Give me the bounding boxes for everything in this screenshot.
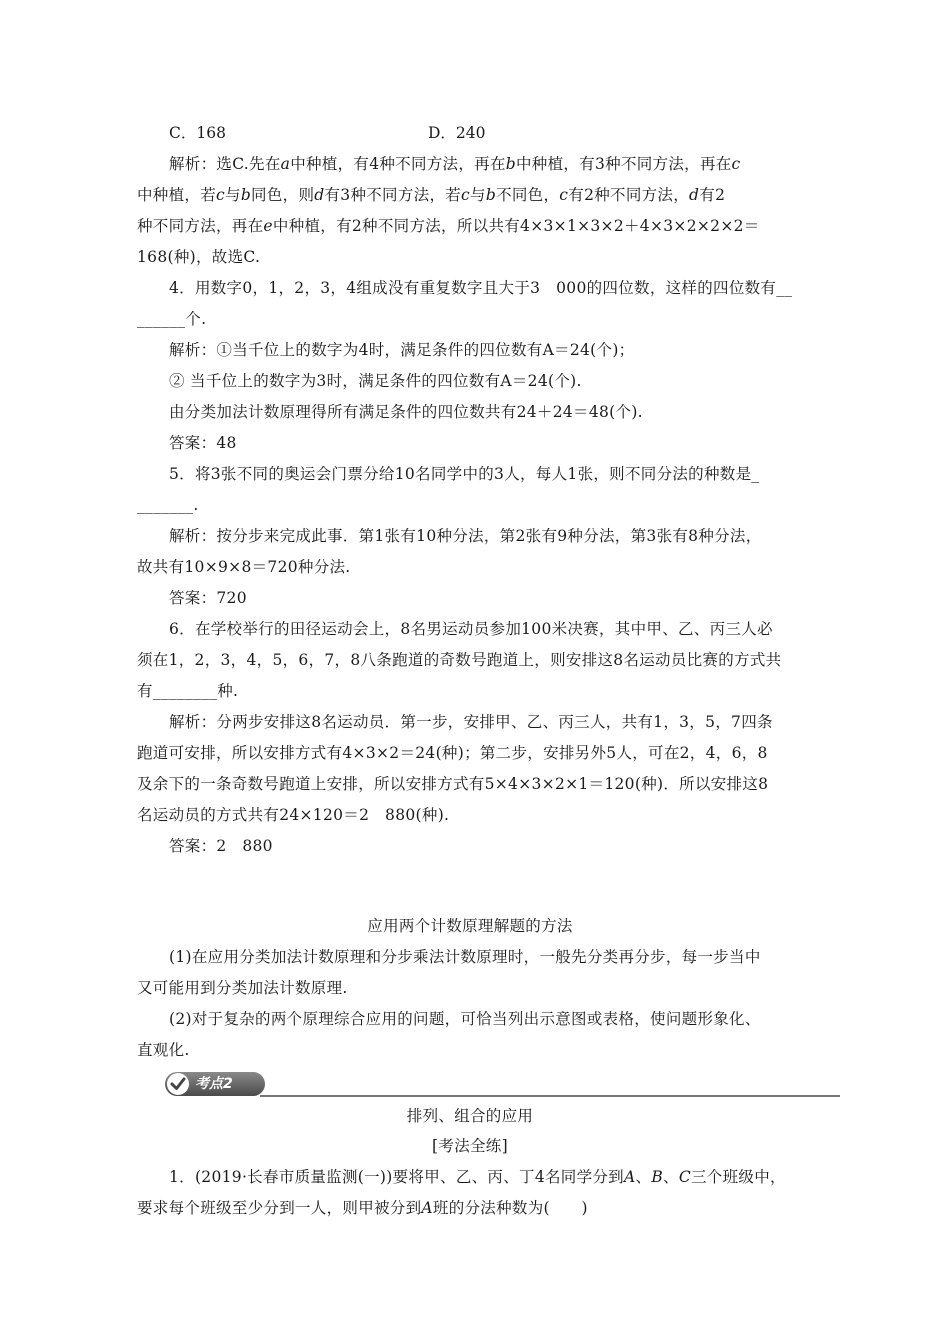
- option-c: C．168: [169, 124, 226, 142]
- q3-solution-line4: 168(种)，故选C.: [137, 248, 261, 266]
- option-d: D．240: [428, 124, 486, 142]
- method-point2-line1: (2)对于复杂的两个原理综合应用的问题，可恰当列出示意图或表格，使问题形象化、: [169, 1010, 761, 1028]
- q6-solution-line4: 名运动员的方式共有24×120＝2 880(种).: [137, 806, 450, 824]
- q4-answer: 答案：48: [169, 434, 237, 452]
- q3-solution-line3: 种不同方法，再在e中种植，有2种不同方法，所以共有4×3×1×3×2＋4×3×2×2×2＝: [137, 217, 760, 235]
- checkmark-icon: [167, 1073, 189, 1095]
- q6-question-line3: 有________种.: [137, 682, 239, 700]
- method-point2-line2: 直观化.: [137, 1041, 190, 1059]
- section-header: [165, 1072, 840, 1098]
- q3-solution-line2: 中种植，若c与b同色，则d有3种不同方法，若c与b不同色，c有2种不同方法，d有2: [137, 186, 726, 204]
- q6-answer: 答案：2 880: [169, 837, 273, 855]
- section-divider: [260, 1095, 840, 1097]
- method-point1-line2: 又可能用到分类加法计数原理.: [137, 979, 348, 997]
- q6-question-line2: 须在1，2，3，4，5，6，7，8八条跑道的奇数号跑道上，则安排这8名运动员比赛的方式共: [137, 651, 782, 669]
- method-point1-line1: (1)在应用分类加法计数原理和分步乘法计数原理时，一般先分类再分步，每一步当中: [169, 948, 761, 966]
- section-badge-label: 考点2: [195, 1076, 233, 1092]
- q4-solution-line3: 由分类加法计数原理得所有满足条件的四位数共有24＋24＝48(个).: [169, 403, 643, 421]
- q5-solution-line2: 故共有10×9×8＝720种分法.: [137, 558, 351, 576]
- q4-solution-line2: ② 当千位上的数字为3时，满足条件的四位数有A＝24(个).: [169, 372, 582, 390]
- q5-question-line2: _______.: [137, 496, 199, 514]
- section-subtitle: [考法全练]: [432, 1137, 508, 1155]
- q4-question-line2: ______个.: [137, 310, 207, 328]
- q6-solution-line3: 及余下的一条奇数号跑道上安排，所以安排方式有5×4×3×2×1＝120(种)．所以安排这8: [137, 775, 769, 793]
- next-question-line2: 要求每个班级至少分到一人，则甲被分到A班的分法种数为( ): [137, 1199, 588, 1217]
- q6-solution-line2: 跑道可安排，所以安排方式有4×3×2＝24(种)；第二步，安排另外5人，可在2，4，6，8: [137, 744, 768, 762]
- q6-solution-line1: 解析：分两步安排这8名运动员．第一步，安排甲、乙、丙三人，共有1，3，5，7四条: [169, 713, 773, 731]
- method-title: 应用两个计数原理解题的方法: [367, 917, 573, 935]
- q4-question-line1: 4．用数字0，1，2，3，4组成没有重复数字且大于3 000的四位数，这样的四位数有__: [169, 279, 793, 297]
- next-question-line1: 1．(2019·长春市质量监测(一))要将甲、乙、丙、丁4名同学分到A、B、C三个班级中，: [169, 1168, 786, 1186]
- q4-solution-line1: 解析：①当千位上的数字为4时，满足条件的四位数有A＝24(个)；: [169, 341, 635, 359]
- section-badge: [165, 1072, 265, 1096]
- q5-solution-line1: 解析：按分步来完成此事．第1张有10种分法，第2张有9种分法，第3张有8种分法，: [169, 527, 762, 545]
- q3-solution-line1: 解析：选C.先在a中种植，有4种不同方法，再在b中种植，有3种不同方法，再在c: [169, 155, 741, 173]
- section-title: 排列、组合的应用: [406, 1107, 534, 1125]
- q6-question-line1: 6．在学校举行的田径运动会上，8名男运动员参加100米决赛，其中甲、乙、丙三人必: [169, 620, 773, 638]
- q5-question-line1: 5．将3张不同的奥运会门票分给10名同学中的3人，每人1张，则不同分法的种数是_: [169, 465, 760, 483]
- q5-answer: 答案：720: [169, 589, 247, 607]
